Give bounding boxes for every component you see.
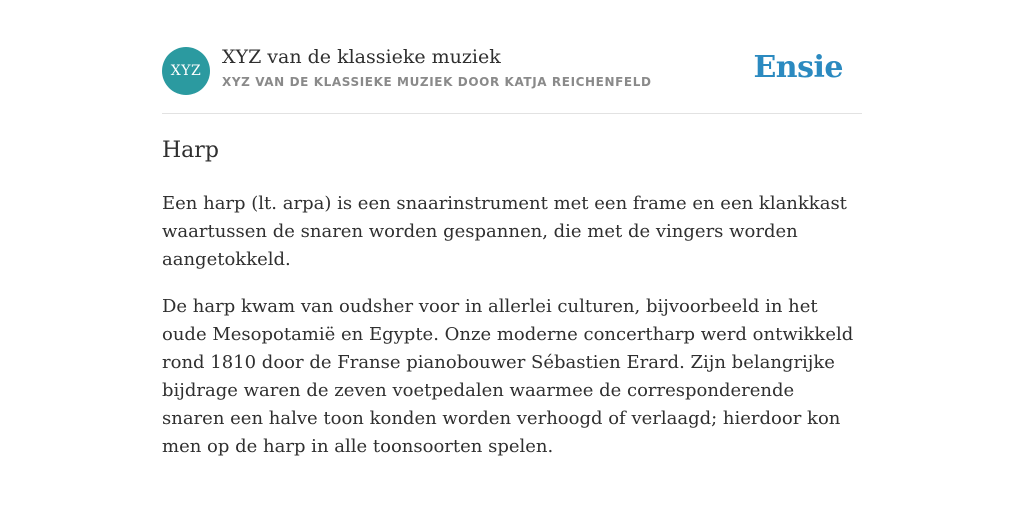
article-title: Harp — [162, 138, 219, 163]
site-title[interactable]: XYZ van de klassieke muziek — [222, 46, 501, 68]
site-subtitle: XYZ VAN DE KLASSIEKE MUZIEK DOOR KATJA REICHENFELD — [222, 75, 652, 89]
article-body — [162, 190, 862, 480]
header — [162, 0, 862, 114]
page-container — [162, 0, 862, 457]
brand-logo[interactable]: Ensie — [753, 50, 843, 85]
article-paragraph: De harp kwam van oudsher voor in allerlei culturen, bijvoorbeeld in het oude Mesopotamië en Egypte. Onze moderne concertharp werd ontwikkeld rond 1810 door de Franse pianobouwer Sébastien Erard. Zijn belangrijke bijdrage waren de zeven voetpedalen waarmee de corresponderende snaren een halve toon konden worden verhoogd of verlaagd; hierdoor kon men op de harp in alle toonsoorten spelen. — [162, 296, 854, 457]
avatar[interactable]: XYZ — [162, 47, 210, 95]
article-paragraph: Een harp (lt. arpa) is een snaarinstrument met een frame en een klankkast waartussen de snaren worden gespannen, die met de vingers worden aangetokkeld. — [162, 193, 847, 270]
